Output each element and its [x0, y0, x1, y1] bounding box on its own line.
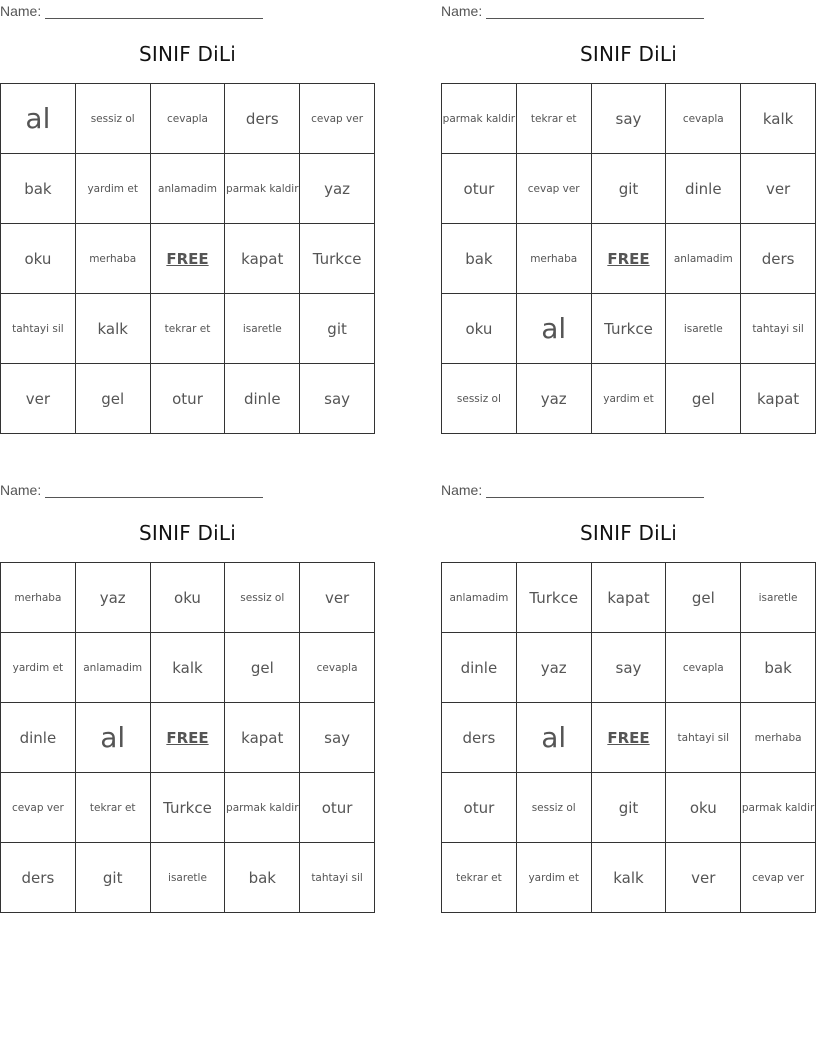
bingo-cell[interactable]: merhaba [517, 224, 592, 294]
bingo-cell[interactable]: yardim et [76, 154, 151, 224]
bingo-cell[interactable]: yaz [517, 633, 592, 703]
bingo-card-4 [441, 479, 816, 914]
bingo-cell[interactable]: anlamadim [666, 224, 741, 294]
bingo-cell[interactable]: otur [300, 773, 375, 843]
bingo-cell[interactable]: bak [1, 154, 76, 224]
name-label: Name: [441, 3, 483, 19]
bingo-cell[interactable]: oku [666, 773, 741, 843]
bingo-cell[interactable]: gel [666, 364, 741, 434]
bingo-cell[interactable]: ver [300, 563, 375, 633]
bingo-cell[interactable]: sessiz ol [225, 563, 300, 633]
bingo-cell[interactable]: tekrar et [442, 843, 517, 913]
bingo-cell[interactable]: otur [442, 773, 517, 843]
bingo-cell[interactable]: otur [442, 154, 517, 224]
bingo-cell[interactable]: cevapla [666, 84, 741, 154]
free-space[interactable]: FREE [592, 703, 667, 773]
bingo-cell[interactable]: isaretle [741, 563, 816, 633]
bingo-grid [441, 83, 816, 434]
bingo-cell[interactable]: cevap ver [741, 843, 816, 913]
bingo-cell[interactable]: tahtayi sil [1, 294, 76, 364]
bingo-cell[interactable]: gel [666, 563, 741, 633]
bingo-cell[interactable]: oku [1, 224, 76, 294]
bingo-cell[interactable]: isaretle [666, 294, 741, 364]
bingo-cell[interactable]: al [517, 703, 592, 773]
bingo-cell[interactable]: kapat [592, 563, 667, 633]
bingo-grid [0, 562, 375, 913]
bingo-cell[interactable]: merhaba [1, 563, 76, 633]
bingo-cell[interactable]: tekrar et [517, 84, 592, 154]
bingo-cell[interactable]: sessiz ol [517, 773, 592, 843]
bingo-cell[interactable]: otur [151, 364, 226, 434]
card-title: SINIF DiLi [580, 521, 677, 545]
bingo-cell[interactable]: merhaba [76, 224, 151, 294]
bingo-cell[interactable]: kalk [592, 843, 667, 913]
bingo-cell[interactable]: sessiz ol [442, 364, 517, 434]
bingo-cell[interactable]: bak [442, 224, 517, 294]
bingo-card-2 [441, 0, 816, 435]
bingo-cell[interactable]: ver [741, 154, 816, 224]
bingo-cell[interactable]: sessiz ol [76, 84, 151, 154]
bingo-cell[interactable]: kapat [225, 224, 300, 294]
bingo-card-1 [0, 0, 375, 435]
name-field [0, 482, 263, 498]
bingo-cell[interactable]: yaz [76, 563, 151, 633]
bingo-cell[interactable]: say [592, 633, 667, 703]
bingo-cell[interactable]: kapat [225, 703, 300, 773]
free-space[interactable]: FREE [151, 703, 226, 773]
bingo-cell[interactable]: git [76, 843, 151, 913]
card-title: SINIF DiLi [580, 42, 677, 66]
bingo-cell[interactable]: merhaba [741, 703, 816, 773]
bingo-cell[interactable]: cevap ver [300, 84, 375, 154]
name-label: Name: [0, 3, 42, 19]
bingo-cell[interactable]: Turkce [151, 773, 226, 843]
bingo-cell[interactable]: yaz [517, 364, 592, 434]
bingo-cell[interactable]: ver [666, 843, 741, 913]
name-field [441, 3, 704, 19]
bingo-cell[interactable]: anlamadim [442, 563, 517, 633]
bingo-card-3 [0, 479, 375, 914]
bingo-cell[interactable]: git [592, 154, 667, 224]
bingo-cell[interactable]: dinle [225, 364, 300, 434]
bingo-cell[interactable]: dinle [442, 633, 517, 703]
bingo-cell[interactable]: yaz [300, 154, 375, 224]
bingo-cell[interactable]: kalk [151, 633, 226, 703]
bingo-cell[interactable]: isaretle [225, 294, 300, 364]
bingo-cell[interactable]: yardim et [1, 633, 76, 703]
bingo-cell[interactable]: Turkce [517, 563, 592, 633]
bingo-cell[interactable]: cevapla [151, 84, 226, 154]
bingo-cell[interactable]: parmak kaldir [442, 84, 517, 154]
name-underline[interactable] [45, 5, 263, 19]
bingo-cell[interactable]: al [517, 294, 592, 364]
name-underline[interactable] [486, 484, 704, 498]
bingo-cell[interactable]: yardim et [592, 364, 667, 434]
bingo-cell[interactable]: ders [741, 224, 816, 294]
bingo-cell[interactable]: parmak kaldir [741, 773, 816, 843]
bingo-cell[interactable]: al [76, 703, 151, 773]
bingo-cell[interactable]: oku [151, 563, 226, 633]
bingo-cell[interactable]: tahtayi sil [666, 703, 741, 773]
bingo-grid [441, 562, 816, 913]
bingo-cell[interactable]: isaretle [151, 843, 226, 913]
bingo-cell[interactable]: tahtayi sil [741, 294, 816, 364]
bingo-cell[interactable]: parmak kaldir [225, 773, 300, 843]
bingo-cell[interactable]: kapat [741, 364, 816, 434]
bingo-cell[interactable]: parmak kaldir [225, 154, 300, 224]
name-label: Name: [441, 482, 483, 498]
bingo-cell[interactable]: ders [225, 84, 300, 154]
bingo-cell[interactable]: say [592, 84, 667, 154]
bingo-cell[interactable]: anlamadim [76, 633, 151, 703]
name-field [441, 482, 704, 498]
bingo-cell[interactable]: gel [76, 364, 151, 434]
bingo-cell[interactable]: ver [1, 364, 76, 434]
bingo-cell[interactable]: cevapla [666, 633, 741, 703]
card-title: SINIF DiLi [139, 42, 236, 66]
bingo-cell[interactable]: kalk [76, 294, 151, 364]
bingo-cell[interactable]: tekrar et [76, 773, 151, 843]
bingo-cell[interactable]: anlamadim [151, 154, 226, 224]
bingo-cell[interactable]: cevapla [300, 633, 375, 703]
bingo-cell[interactable]: git [592, 773, 667, 843]
bingo-cell[interactable]: gel [225, 633, 300, 703]
bingo-cell[interactable]: cevap ver [1, 773, 76, 843]
free-space[interactable]: FREE [592, 224, 667, 294]
bingo-cell[interactable]: Turkce [592, 294, 667, 364]
bingo-cell[interactable]: git [300, 294, 375, 364]
name-underline[interactable] [486, 5, 704, 19]
name-field [0, 3, 263, 19]
name-label: Name: [0, 482, 42, 498]
bingo-cell[interactable]: tahtayi sil [300, 843, 375, 913]
free-space[interactable]: FREE [151, 224, 226, 294]
bingo-cell[interactable]: bak [225, 843, 300, 913]
bingo-cell[interactable]: oku [442, 294, 517, 364]
bingo-cell[interactable]: dinle [1, 703, 76, 773]
bingo-cell[interactable]: yardim et [517, 843, 592, 913]
bingo-grid [0, 83, 375, 434]
bingo-cell[interactable]: ders [1, 843, 76, 913]
bingo-cell[interactable]: bak [741, 633, 816, 703]
bingo-cell[interactable]: al [1, 84, 76, 154]
bingo-cell[interactable]: say [300, 703, 375, 773]
bingo-cell[interactable]: ders [442, 703, 517, 773]
bingo-cell[interactable]: tekrar et [151, 294, 226, 364]
bingo-cell[interactable]: Turkce [300, 224, 375, 294]
bingo-cell[interactable]: kalk [741, 84, 816, 154]
name-underline[interactable] [45, 484, 263, 498]
bingo-cell[interactable]: say [300, 364, 375, 434]
card-title: SINIF DiLi [139, 521, 236, 545]
bingo-cell[interactable]: cevap ver [517, 154, 592, 224]
bingo-cell[interactable]: dinle [666, 154, 741, 224]
